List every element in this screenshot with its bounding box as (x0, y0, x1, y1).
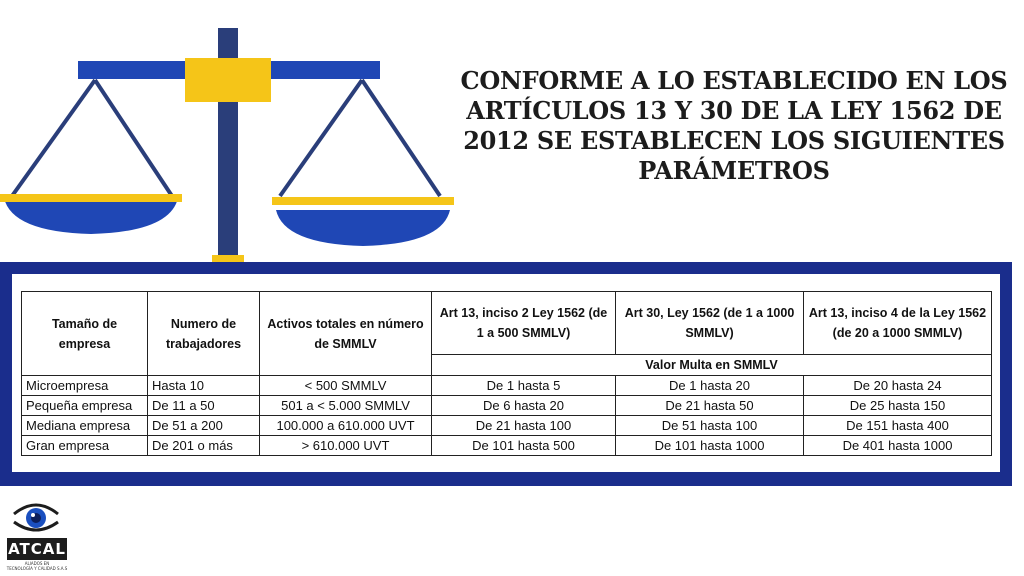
headline-line-3: 2012 SE ESTABLECEN LOS SIGUIENTES (463, 126, 1005, 155)
cell-assets: < 500 SMMLV (260, 376, 432, 396)
cell-assets: 501 a < 5.000 SMMLV (260, 396, 432, 416)
table-row (22, 436, 992, 456)
logo-tagline (6, 561, 68, 571)
header-size: Tamaño de empresa (22, 292, 148, 376)
cell-art13-4: De 20 hasta 24 (804, 376, 992, 396)
header-fine-group: Valor Multa en SMMLV (432, 355, 992, 376)
logo-name: ATCAL (8, 540, 66, 558)
cell-assets: 100.000 a 610.000 UVT (260, 416, 432, 436)
scale-of-justice-icon (0, 0, 460, 268)
cell-art30: De 101 hasta 1000 (616, 436, 804, 456)
header-assets: Activos totales en número de SMMLV (260, 292, 432, 376)
cell-art13-2: De 21 hasta 100 (432, 416, 616, 436)
header-art30: Art 30, Ley 1562 (de 1 a 1000 SMMLV) (616, 292, 804, 355)
cell-art13-4: De 151 hasta 400 (804, 416, 992, 436)
cell-art13-4: De 25 hasta 150 (804, 396, 992, 416)
cell-art13-2: De 1 hasta 5 (432, 376, 616, 396)
atcal-eye-icon (6, 498, 66, 538)
cell-workers: De 201 o más (148, 436, 260, 456)
headline-line-2: ARTÍCULOS 13 Y 30 DE LA LEY 1562 DE (466, 96, 1002, 125)
cell-art13-4: De 401 hasta 1000 (804, 436, 992, 456)
cell-art30: De 51 hasta 100 (616, 416, 804, 436)
cell-workers: De 51 a 200 (148, 416, 260, 436)
cell-art13-2: De 101 hasta 500 (432, 436, 616, 456)
cell-art30: De 21 hasta 50 (616, 396, 804, 416)
header-workers: Numero de trabajadores (148, 292, 260, 376)
headline-line-4: PARÁMETROS (638, 156, 830, 185)
cell-assets: > 610.000 UVT (260, 436, 432, 456)
table-panel (12, 274, 1000, 472)
cell-workers: Hasta 10 (148, 376, 260, 396)
table-row (22, 416, 992, 436)
cell-size: Gran empresa (22, 436, 148, 456)
headline-line-1: CONFORME A LO ESTABLECIDO EN LOS (460, 66, 1008, 95)
logo-tagline-2: TECNOLOGÍA Y CALIDAD S.A.S (6, 566, 68, 571)
header-art13-4: Art 13, inciso 4 de la Ley 1562 (de 20 a 1000 SMMLV) (804, 292, 992, 355)
cell-size: Microempresa (22, 376, 148, 396)
table-row (22, 396, 992, 416)
headline (456, 66, 1012, 186)
fines-table (21, 291, 992, 456)
table-frame (0, 262, 1012, 486)
cell-size: Mediana empresa (22, 416, 148, 436)
header-art13-2: Art 13, inciso 2 Ley 1562 (de 1 a 500 SMMLV) (432, 292, 616, 355)
cell-art30: De 1 hasta 20 (616, 376, 804, 396)
cell-size: Pequeña empresa (22, 396, 148, 416)
table-row (22, 376, 992, 396)
cell-workers: De 11 a 50 (148, 396, 260, 416)
logo-tagline-1: ALIADOS EN (24, 561, 50, 566)
cell-art13-2: De 6 hasta 20 (432, 396, 616, 416)
